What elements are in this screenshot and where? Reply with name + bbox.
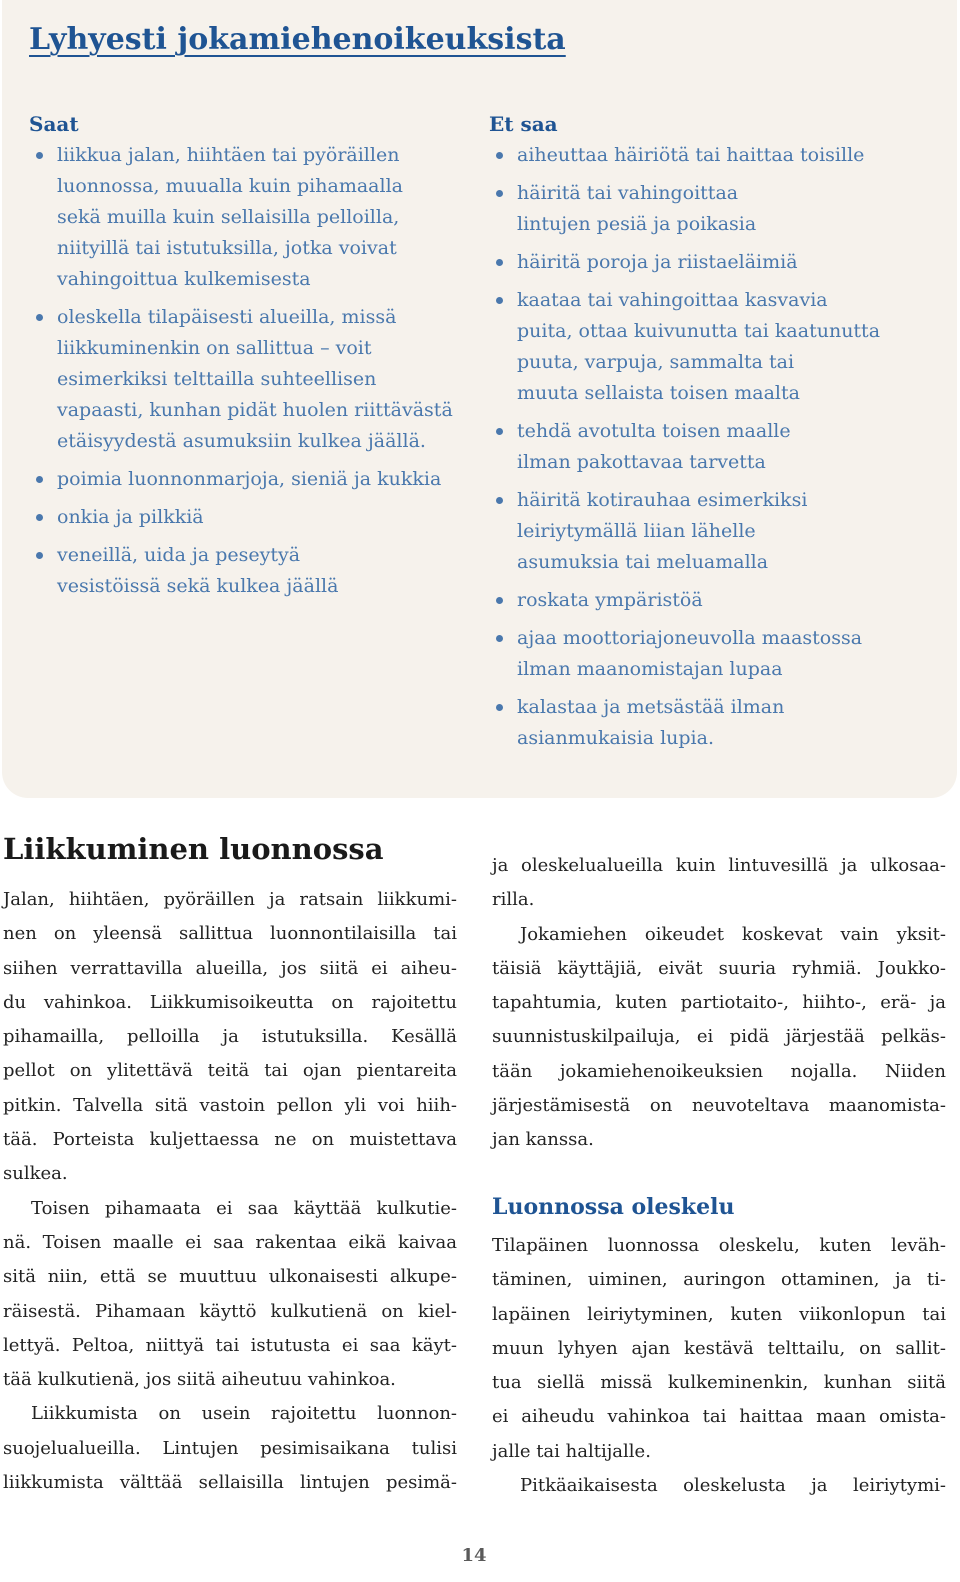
forbidden-item: aiheuttaa häiriötä tai haittaa toisille [489,140,949,171]
summary-title: Lyhyesti jokamiehenoikeuksista [29,22,566,57]
bullet-icon [36,476,43,483]
body-line: suojelualueilla. Lintujen pesimisaikana tulisi [3,1437,457,1459]
body-line: Pitkäaikaisesta oleskelusta ja leiriytymi- [520,1475,946,1497]
body-line: tapahtumia, kuten partiotaito-, hiihto-, erä- ja [492,992,946,1014]
body-line: sulkea. [3,1163,68,1185]
body-line: muun lyhyen ajan kestävä telttailu, on sallit- [492,1337,946,1359]
forbidden-list [489,140,949,761]
bullet-icon [496,497,503,504]
bullet-icon [496,428,503,435]
bullet-icon [496,297,503,304]
forbidden-item: häiritä tai vahingoittaa lintujen pesiä ja poikasia [489,178,949,240]
body-line: Toisen pihamaata ei saa käyttää kulkutie- [31,1197,457,1219]
body-line: täisiä käyttäjiä, eivät suuria ryhmiä. Joukko- [492,957,946,979]
body-line: Jalan, hiihtäen, pyöräillen ja ratsain liikkumi- [3,889,457,910]
body-line: rilla. [492,889,535,911]
bullet-icon [496,597,503,604]
body-line: tään jokamiehenoikeuksien nojalla. Niiden [492,1060,946,1082]
bullet-icon [496,635,503,642]
body-line: täminen, uiminen, auringon ottaminen, ja ti- [492,1269,946,1291]
allowed-item: liikkua jalan, hiihtäen tai pyöräillen luonnossa, muualla kuin pihamaalla sekä muilla kuin sellaisilla pelloilla, niityillä tai istutuksilla, jotka voivat vahingoittua kulkemisesta [29,140,479,295]
forbidden-item: ajaa moottoriajoneuvolla maastossa ilman maanomistajan lupaa [489,623,949,685]
body-line: pihamailla, pelloilla ja istutuksilla. Kesällä [3,1026,457,1048]
bullet-icon [496,704,503,711]
bullet-icon [496,259,503,266]
forbidden-item: roskata ympäristöä [489,585,949,616]
allowed-item: oleskella tilapäisesti alueilla, missä liikkuminenkin on sallittua – voit esimerkiksi telttailla suhteellisen vapaasti, kunhan pidät huolen riittävästä etäisyydestä asumuksiin kulkea jäällä. [29,302,479,457]
forbidden-item: häiritä poroja ja riistaeläimiä [489,247,949,278]
body-line: du vahinkoa. Liikkumisoikeutta on rajoitettu [3,991,457,1013]
forbidden-item: kalastaa ja metsästää ilman asianmukaisia lupia. [489,692,949,754]
section-title: Liikkuminen luonnossa [3,832,384,866]
body-line: lettyä. Peltoa, niittyä tai istutusta ei saa käyt- [3,1334,457,1356]
body-line: suunnistuskilpailuja, ei pidä järjestää pelkäs- [492,1026,946,1048]
body-line: liikkumista välttää sellaisilla lintujen pesimä- [3,1472,457,1494]
body-line: ja oleskelualueilla kuin lintuvesillä ja ulkosaa- [492,855,946,876]
bullet-icon [36,514,43,521]
body-line: nen on yleensä sallittua luonnontilaisilla tai [3,923,457,945]
bullet-icon [496,152,503,159]
body-line: jalle tai haltijalle. [492,1440,651,1462]
body-line: tää. Porteista kuljettaessa ne on muistettava [3,1129,457,1151]
body-line: räisestä. Pihamaan käyttö kulkutienä on kiel- [3,1300,457,1322]
body-right-top [492,849,946,1158]
allowed-heading: Saat [29,112,79,136]
body-line: lapäinen leiriytyminen, kuten viikonlopun tai [492,1303,946,1325]
page-number: 14 [461,1545,487,1566]
body-line: pitkin. Talvella sitä vastoin pellon yli voi hiih- [3,1094,457,1116]
bullet-icon [36,552,43,559]
body-line: pellot on ylitettävä teitä tai ojan pientareita [3,1060,457,1082]
body-line: tää kulkutienä, jos siitä aiheutuu vahinkoa. [3,1369,396,1391]
body-line: Liikkumista on usein rajoitettu luonnon- [31,1403,457,1425]
body-line: ei aiheudu vahinkoa tai haittaa maan omista- [492,1406,946,1428]
forbidden-item: tehdä avotulta toisen maalle ilman pakottavaa tarvetta [489,416,949,478]
bullet-icon [36,314,43,321]
body-line: Jokamiehen oikeudet koskevat vain yksit- [520,923,946,945]
body-line: Tilapäinen luonnossa oleskelu, kuten leväh- [492,1235,946,1256]
allowed-item: veneillä, uida ja peseytyä vesistöissä sekä kulkea jäällä [29,540,479,602]
body-right-bottom [492,1229,946,1503]
forbidden-item: kaataa tai vahingoittaa kasvavia puita, ottaa kuivunutta tai kaatunutta puuta, varpuja, sammalta tai muuta sellaista toisen maalta [489,285,949,409]
bullet-icon [36,152,43,159]
body-line: nä. Toisen maalle ei saa rakentaa eikä kaivaa [3,1231,457,1253]
body-line: tua siellä missä kulkeminenkin, kunhan siitä [492,1372,946,1394]
body-line: jan kanssa. [492,1129,594,1151]
allowed-item: poimia luonnonmarjoja, sieniä ja kukkia [29,464,479,495]
body-left-column [3,883,457,1500]
bullet-icon [496,190,503,197]
body-line: sitä niin, että se muuttuu ulkonaisesti alkupe- [3,1266,457,1288]
body-line: järjestämisestä on neuvoteltava maanomista- [492,1095,946,1117]
forbidden-item: häiritä kotirauhaa esimerkiksi leiriytymällä liian lähelle asumuksia tai meluamalla [489,485,949,578]
allowed-item: onkia ja pilkkiä [29,502,479,533]
allowed-list [29,140,479,609]
subsection-title: Luonnossa oleskelu [492,1194,735,1220]
body-line: siihen verrattavilla alueilla, jos siitä ei aiheu- [3,957,457,979]
forbidden-heading: Et saa [489,112,558,136]
